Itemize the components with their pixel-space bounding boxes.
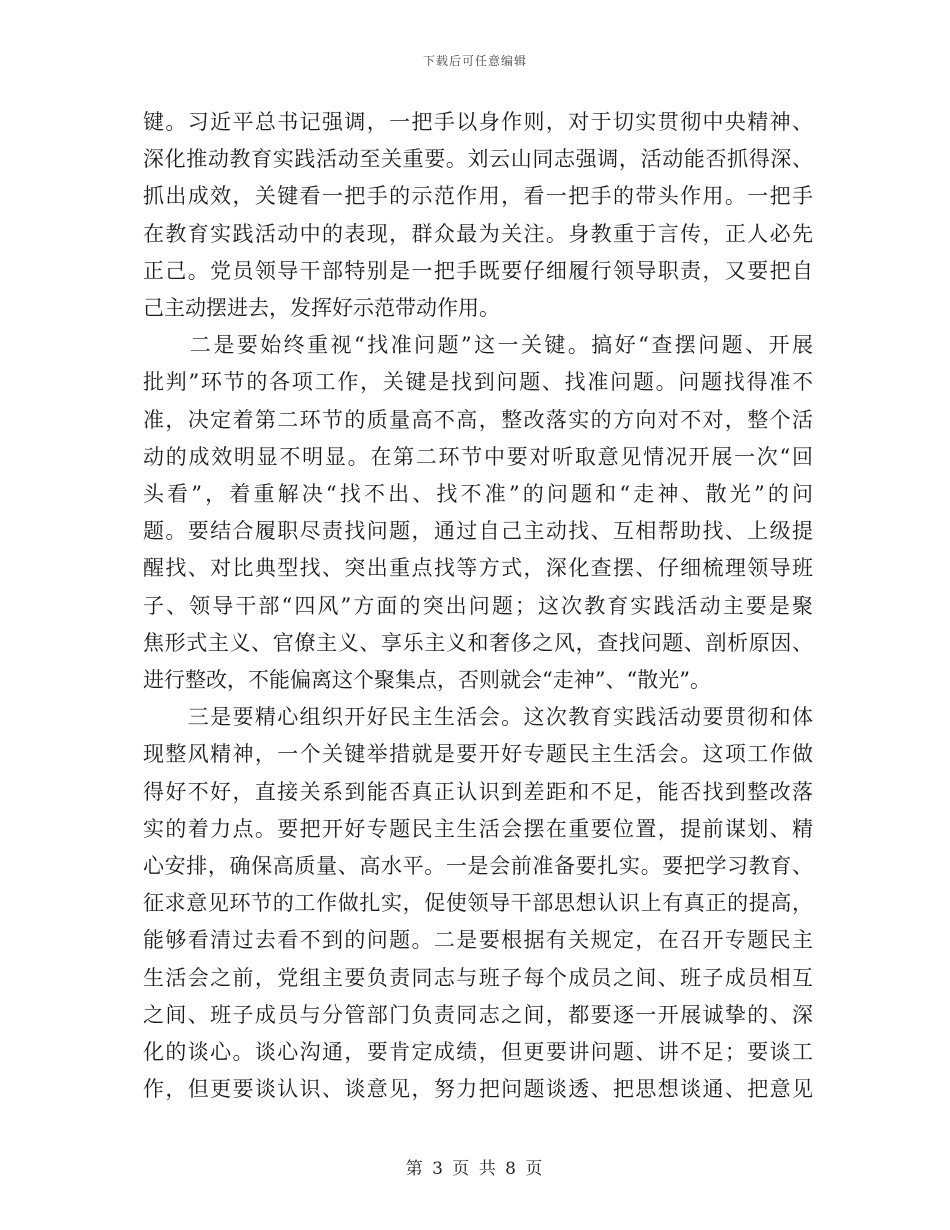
text-line: 三是要精心组织开好民主生活会。这次教育实践活动要贯彻和体 [143,705,815,730]
text-line: 现整风精神，一个关键举措就是要开好专题民主生活会。这项工作做 [143,742,815,767]
text-line: 征求意见环节的工作做扎实，促使领导干部思想认识上有真正的提高， [143,891,814,916]
text-line: 子、领导干部“四风”方面的突出问题；这次教育实践活动主要是聚 [143,593,816,618]
text-line: 动的成效明显不明显。在第二环节中要对听取意见情况开展一次“回 [143,444,815,469]
text-line: 生活会之前，党组主要负责同志与班子每个成员之间、班子成员相互 [143,965,815,990]
text-line: 作，但更要谈认识、谈意见，努力把问题谈透、把思想谈通、把意见 [143,1077,815,1102]
document-body [143,104,817,1108]
text-line: 己主动摆进去，发挥好示范带动作用。 [143,296,500,321]
text-line: 得好不好，直接关系到能否真正认识到差距和不足，能否找到整改落 [143,779,815,804]
text-line: 能够看清过去看不到的问题。二是要根据有关规定，在召开专题民主 [143,928,815,953]
text-line: 正己。党员领导干部特别是一把手既要仔细履行领导职责，又要把自 [143,258,815,283]
text-line: 头看”，着重解决“找不出、找不准”的问题和“走神、散光”的问 [143,482,817,507]
text-line: 之间、班子成员与分管部门负责同志之间，都要逐一开展诚挚的、深 [143,1002,815,1027]
text-line: 抓出成效，关键看一把手的示范作用，看一把手的带头作用。一把手 [143,184,815,209]
text-line: 批判”环节的各项工作，关键是找到问题、找准问题。问题找得准不 [143,370,815,395]
text-line: 实的着力点。要把开好专题民主生活会摆在重要位置，提前谋划、精 [143,816,815,841]
text-line: 焦形式主义、官僚主义、享乐主义和奢侈之风，查找问题、剖析原因、 [143,630,814,655]
page-header: 下载后可任意编辑 [422,54,527,68]
page-footer: 第 3 页 共 8 页 [405,1159,545,1179]
text-line: 化的谈心。谈心沟通，要肯定成绩，但更要讲问题、讲不足；要谈工 [143,1040,815,1065]
text-line: 心安排，确保高质量、高水平。一是会前准备要扎实。要把学习教育、 [143,854,814,879]
text-line: 进行整改，不能偏离这个聚集点，否则就会“走神”、“散光”。 [143,668,711,693]
text-line: 准，决定着第二环节的质量高不高，整改落实的方向对不对，整个活 [143,407,815,432]
text-line: 题。要结合履职尽责找问题，通过自己主动找、互相帮助找、上级提 [143,519,815,544]
text-line: 键。习近平总书记强调，一把手以身作则，对于切实贯彻中央精神、 [143,110,815,134]
text-line: 在教育实践活动中的表现，群众最为关注。身教重于言传，正人必先 [143,221,815,246]
text-line: 二是要始终重视“找准问题”这一关键。搞好“查摆问题、开展 [143,333,816,358]
text-line: 深化推动教育实践活动至关重要。刘云山同志强调，活动能否抓得深、 [143,147,814,172]
text-line: 醒找、对比典型找、突出重点找等方式，深化查摆、仔细梳理领导班 [143,556,815,581]
